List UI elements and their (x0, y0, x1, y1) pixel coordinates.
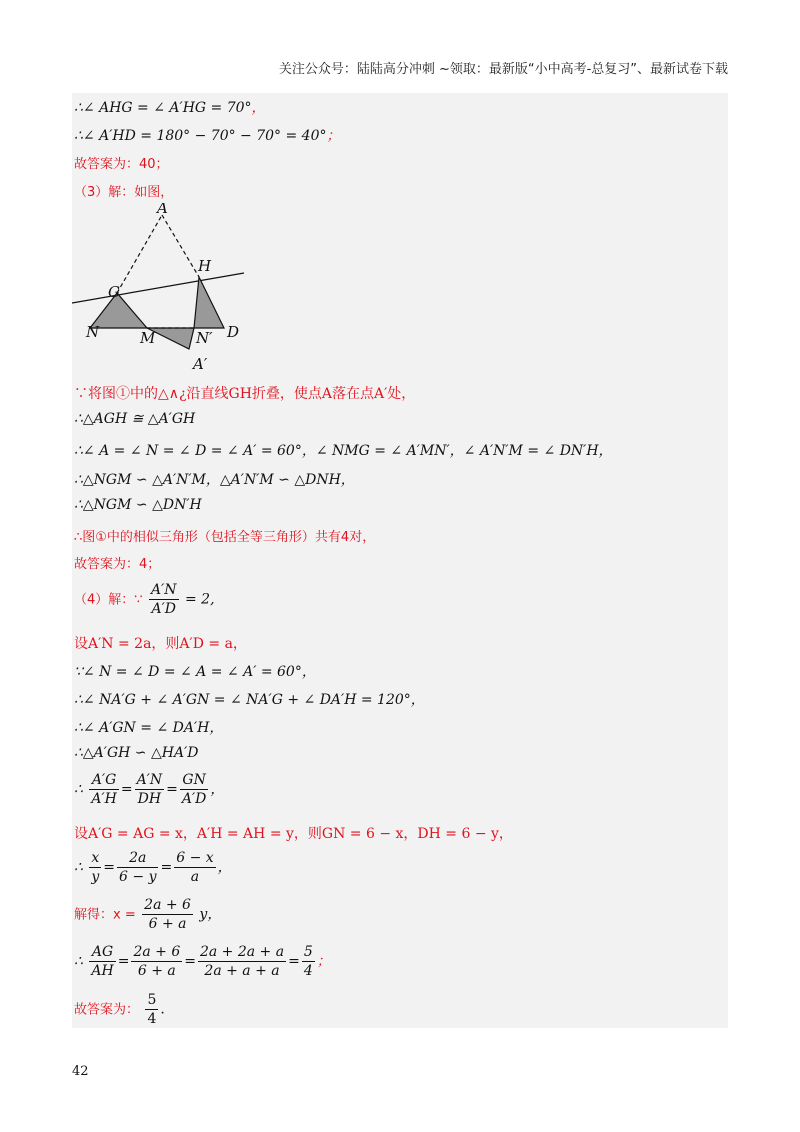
line-similar-3: ∴△A′GH ∽ △HA′D (74, 745, 199, 761)
label-g: G (108, 283, 120, 301)
line-similar-2: ∴△NGM ∽ △DN′H (74, 497, 202, 513)
dashed-ag (117, 215, 162, 293)
folding-figure (72, 203, 262, 373)
line-final-ratio: ∴ $\frac{AG}{AH}$ = $\frac{2a + 6}{6 + a}$ = $\frac{2a + 2a + a}{2a + a + a}$ = $\frac{5}{4}$ ； (74, 944, 331, 979)
label-a: A (157, 203, 168, 217)
line-answer-40: 故答案为：40； (74, 157, 169, 172)
label-a-prime: A′ (193, 355, 208, 373)
fraction-an-ad: $\frac{A'N}{A'D}$ (151, 582, 177, 617)
fold-line-gh (72, 273, 244, 303)
line-let-ag: 设A′G = AG = x，A′H = AH = y，则GN = 6 − x，DH = 6 − y， (74, 826, 513, 842)
line-similar-1: ∴△NGM ∽ △A′N′M，△A′N′M ∽ △DNH， (74, 472, 355, 488)
line-ratio: ∴ $\frac{A'G}{A'H}$ = $\frac{A'N}{DH}$ = $\frac{GN}{A'D}$ ， (74, 772, 225, 807)
line-part4-given: （4）解：∵ $\frac{A'N}{A'D}$ = 2, (74, 582, 215, 617)
line-angles-60: ∵∠ N = ∠ D = ∠ A = ∠ A′ = 60°， (74, 664, 316, 680)
line-2: ∴∠ A′HD = 180° − 70° − 70° = 40°； (74, 128, 341, 144)
line-angle-equal: ∴∠ A′GN = ∠ DA′H， (74, 720, 224, 736)
line-angles: ∴∠ A = ∠ N = ∠ D = ∠ A′ = 60°，∠ NMG = ∠ A′MN′，∠ A′N′M = ∠ DN′H， (74, 443, 613, 459)
label-h: H (198, 257, 212, 275)
line-congruent: ∴△AGH ≅ △A′GH (74, 411, 196, 427)
line-ratio-xy: ∴ $\frac{x}{y}$ = $\frac{2a}{6 - y}$ = $\frac{6 - x}{a}$ ， (74, 850, 232, 885)
line-let-an: 设A′N = 2a，则A′D = a， (74, 636, 247, 652)
label-d: D (227, 323, 240, 341)
line-fold-statement: ∵将图①中的△∧¿沿直线GH折叠，使点A落在点A′处， (74, 386, 416, 402)
line-part3-heading: （3）解：如图， (74, 185, 174, 200)
line-1: ∴∠ AHG = ∠ A′HG = 70°， (74, 100, 266, 116)
shaded-triangle-dnh (194, 277, 224, 328)
page-header: 关注公众号：陆陆高分冲刺 ~领取：最新版“小中高考-总复习”、最新试卷下载 (278, 62, 728, 77)
line-solve-x: 解得：x = $\frac{2a + 6}{6 + a}$ y， (74, 897, 222, 932)
line-answer-4: 故答案为：4； (74, 557, 161, 572)
dashed-ah (162, 215, 199, 277)
label-n: N (86, 323, 100, 341)
label-m: M (140, 329, 156, 347)
line-answer-5-4: 故答案为： $\frac{5}{4}$ . (74, 992, 165, 1027)
label-n-prime: N′ (196, 329, 213, 347)
line-angle-sum-120: ∴∠ NA′G + ∠ A′GN = ∠ NA′G + ∠ DA′H = 120°， (74, 692, 425, 708)
line-count-pairs: ∴图①中的相似三角形（包括全等三角形）共有4对， (74, 530, 376, 545)
solution-panel (72, 93, 728, 1028)
page-number: 42 (72, 1064, 89, 1079)
